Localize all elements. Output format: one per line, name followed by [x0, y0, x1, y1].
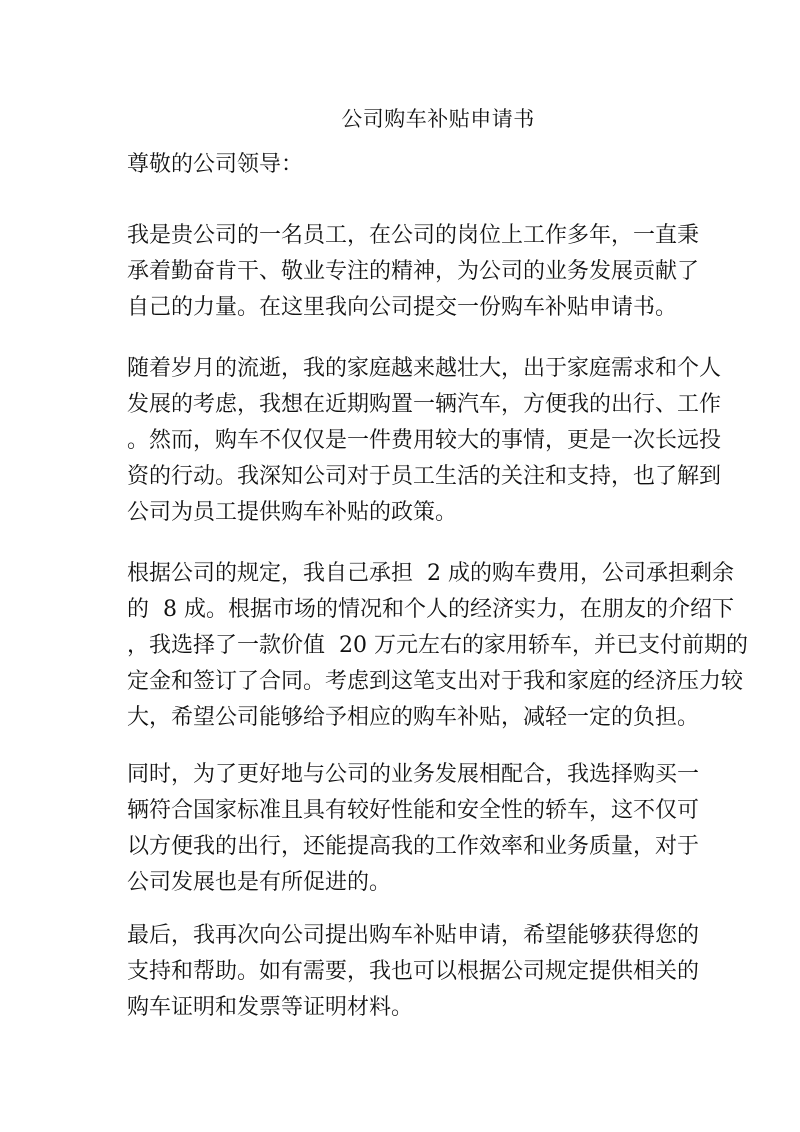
paragraph-line: 。然而，购车不仅仅是一件费用较大的事情，更是一次长远投: [127, 428, 722, 453]
paragraph-line: 的 8 成。根据市场的情况和个人的经济实力，在朋友的介绍下: [127, 597, 734, 622]
paragraph-line: 以方便我的出行，还能提高我的工作效率和业务质量，对于: [127, 834, 700, 859]
paragraph-line: 辆符合国家标准且具有较好性能和安全性的轿车，这不仅可: [127, 798, 700, 823]
paragraph-intro: [127, 218, 767, 326]
paragraph-closing: [127, 918, 767, 1026]
paragraph-line: 自己的力量。在这里我向公司提交一份购车补贴申请书。: [127, 295, 678, 320]
paragraph-line: 定金和签订了合同。考虑到这笔支出对于我和家庭的经济压力较: [127, 669, 744, 694]
paragraph-line: ，我选择了一款价值 20 万元左右的家用轿车，并已支付前期的: [127, 633, 748, 658]
paragraph-line: 大，希望公司能够给予相应的购车补贴，减轻一定的负担。: [127, 705, 700, 730]
paragraph-business-benefit: [127, 757, 767, 901]
paragraph-reason: [127, 351, 767, 531]
paragraph-line: 最后，我再次向公司提出购车补贴申请，希望能够获得您的: [127, 923, 700, 948]
paragraph-line: 公司发展也是有所促进的。: [127, 870, 392, 895]
paragraph-line: 购车证明和发票等证明材料。: [127, 995, 414, 1020]
paragraph-line: 承着勤奋肯干、敬业专注的精神，为公司的业务发展贡献了: [127, 259, 700, 284]
paragraph-line: 发展的考虑，我想在近期购置一辆汽车，方便我的出行、工作: [127, 392, 722, 417]
paragraph-cost-details: [127, 556, 767, 736]
paragraph-line: 同时，为了更好地与公司的业务发展相配合，我选择购买一: [127, 762, 700, 787]
paragraph-line: 支持和帮助。如有需要，我也可以根据公司规定提供相关的: [127, 959, 700, 984]
paragraph-line: 公司为员工提供购车补贴的政策。: [127, 500, 458, 525]
paragraph-line: 资的行动。我深知公司对于员工生活的关注和支持，也了解到: [127, 464, 722, 489]
salutation: 尊敬的公司领导：: [127, 152, 304, 177]
paragraph-line: 随着岁月的流逝，我的家庭越来越壮大，出于家庭需求和个人: [127, 356, 722, 381]
paragraph-line: 根据公司的规定，我自己承担 2 成的购车费用，公司承担剩余: [127, 561, 734, 586]
paragraph-line: 我是贵公司的一名员工，在公司的岗位上工作多年，一直秉: [127, 223, 700, 248]
document-title: 公司购车补贴申请书: [341, 107, 535, 131]
